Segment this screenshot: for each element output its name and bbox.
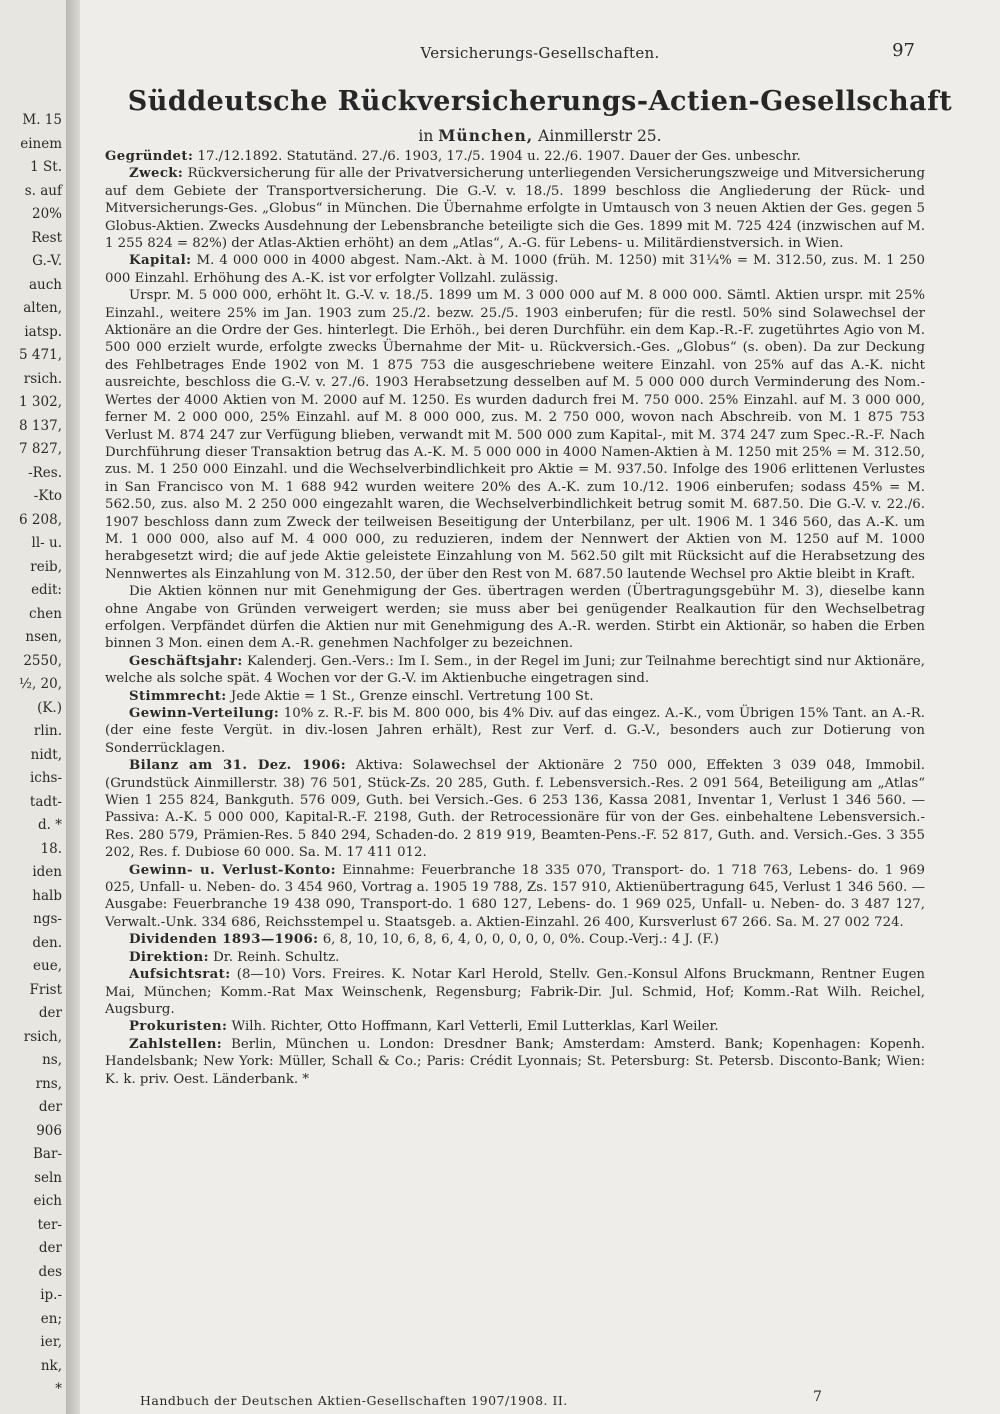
margin-fragment: s. auf [24,182,62,199]
section-text: Dr. Reinh. Schultz. [213,949,340,965]
margin-fragment: nidt, [30,746,62,763]
margin-fragment: seln [34,1169,62,1186]
section-proxies [105,1018,925,1035]
margin-fragment: 906 [36,1122,62,1139]
section-profit-loss [105,862,925,932]
section-label: Direktion: [129,949,209,965]
entry-body [105,148,925,1088]
section-label: Gewinn- u. Verlust-Konto: [129,862,336,878]
margin-fragment: -Res. [28,464,62,481]
margin-fragment: rsich. [23,370,62,387]
margin-fragment: ns, [42,1052,62,1069]
section-capital-history [105,287,925,583]
section-paying-agents [105,1036,925,1088]
margin-fragment: ½, 20, [18,676,62,693]
margin-fragment: auch [29,276,62,293]
section-label: Kapital: [129,253,192,269]
section-dividends [105,931,925,948]
margin-fragment: iden [32,864,62,881]
section-text: Einnahme: Feuerbranche 18 335 070, Transport- do. 1 718 763, Lebens- do. 1 969 025, Unfall- u. Neben- do. 3 454 960, Vortrag a. 1905 19 788, Zs. 157 910, Aktienübertragung 645, Verlust 1 346 560. — Ausgabe: Feuerbranche 19 438 090, Transport-do. 1 680 127, Lebens- do. 1 969 025, Unfall- u. Neben- do. 3 487 127, Verwalt.-Unk. 334 686, Reichsstempel u. Staatsgeb. a. Aktien-Einzahl. 26 400, Kursverlust 67 266. Sa. M. 27 002 724. [105,862,925,930]
section-balance-sheet [105,757,925,861]
margin-fragment: ichs- [29,770,62,787]
margin-fragment: iatsp. [24,323,62,340]
city: München, [438,126,534,145]
section-label: Dividenden 1893—1906: [129,932,319,948]
section-label: Gewinn-Verteilung: [129,706,280,721]
section-founded [105,148,925,165]
margin-fragment: ip.- [40,1287,62,1304]
margin-fragment: eue, [33,958,62,975]
margin-fragment: 20% [31,206,62,223]
address: Ainmillerstr 25. [538,127,662,145]
margin-fragment: ier, [40,1334,62,1351]
section-text: 6, 8, 10, 10, 6, 8, 6, 4, 0, 0, 0, 0, 0, 0%. Coup.-Verj.: 4 J. (F.) [322,932,719,948]
margin-fragment: einem [20,135,62,152]
margin-fragment: 7 827, [19,441,62,458]
section-supervisory-board [105,966,925,1018]
margin-fragment: chen [29,605,62,622]
margin-fragment: 1 302, [19,394,62,411]
margin-fragment: 5 471, [19,347,62,364]
previous-page-margin [0,0,67,1414]
margin-fragment: nk, [40,1357,62,1374]
margin-fragment: edit: [31,582,62,599]
margin-fragment: rsich, [23,1028,62,1045]
section-text: Urspr. M. 5 000 000, erhöht lt. G.-V. v. 18./5. 1899 um M. 3 000 000 auf M. 8 000 000. Sämtl. Aktien urspr. mit 25% Einzahl., weitere 25% im Jan. 1903 zum 25./2. bezw. 25./5. 1903 einberufen; für die restl. 50% sind Solawechsel der Aktionäre an die Ordre der Ges. hinterlegt. Die Erhöh., bei deren Durchführ. ein dem Kap.-R.-F. zugetührtes Agio von M. 500 000 erzielt wurde, erfolgte zwecks Übernahme der Mit- u. Rückversich.-Ges. „Globus“ (s. oben). Da zur Deckung des Fehlbetrages Ende 1902 von M. 1 875 753 die ausgeschriebene weitere Einzahl. von 25% auf das A.-K. nicht ausreichte, beschloss die G.-V. v. 27./6. 1903 Herabsetzung desselben auf M. 5 000 000 durch Verminderung des Nom.-Wertes der 4000 Aktien von M. 2000 auf M. 1250. Es wurden dadurch frei M. 750 000. 25% Einzahl. auf M. 3 000 000, ferner M. 2 000 000, 25% Einzahl. auf M. 8 000 000, zus. M. 2 750 000, wovon nach Abschreib. von M. 1 875 753 Verlust M. 874 247 zur Verfügung blieben, verwandt mit M. 500 000 zum Kapital-, mit M. 374 247 zum Spec.-R.-F. Nach Durchführung dieser Transaktion betrug das A.-K. M. 5 000 000 in 4000 Namen-Aktien à M. 1250 mit 25% = M. 312.50, zus. M. 1 250 000 Einzahl. und die Wechselverbindlichkeit pro Aktie = M. 937.50. Infolge des 1906 erlittenen Verlustes in San Francisco von M. 1 688 942 wurden weitere 20% des A.-K. zum 10./12. 1906 einberufen; sodass 45% = M. 562.50, zus. also M. 2 250 000 eingezahlt waren, die Wechselverbindlichkeit betrug somit M. 687.50. Die G.-V. v. 22./6. 1907 beschloss dann zum Zweck der teilweisen Beseitigung der Unterbilanz, per ult. 1906 M. 1 346 560, das A.-K. um M. 1 000 000, also auf M. 4 000 000, zu reduzieren, indem der Nennwert der Aktien von M. 1250 auf M. 1000 herabgesetzt wird; die auf jede Aktie geleistete Einzahlung von M. 562.50 gilt mit Rücksicht auf die Herabsetzung des Nennwertes als Einzahlung von M. 312.50, der über den Rest von M. 687.50 lautende Wechsel pro Aktie bleibt in Kraft. [105,288,925,582]
margin-fragment: alten, [23,300,62,317]
margin-fragment: eich [33,1193,62,1210]
margin-fragment: nsen, [25,629,62,646]
section-fiscal-year [105,653,925,688]
margin-fragment: 2550, [23,652,62,669]
section-label: Zahlstellen: [129,1036,223,1052]
margin-fragment: rns, [35,1075,62,1092]
section-voting-rights [105,688,925,705]
sheet-number: 7 [813,1389,822,1405]
section-label: Zweck: [129,166,184,182]
section-profit-distribution [105,705,925,757]
section-management [105,949,925,966]
page-number: 97 [892,40,915,61]
margin-fragment: Bar- [33,1146,62,1163]
section-label: Geschäftsjahr: [129,653,243,669]
margin-fragment: ter- [37,1216,62,1233]
margin-fragment: tadt- [29,793,62,810]
document-page [80,0,1000,1414]
margin-fragment: der [38,1005,62,1022]
margin-fragment: 18. [40,840,62,857]
section-text: Rückversicherung für alle der Privatversicherung unterliegenden Versicherungszweige und Mitversicherung auf dem Gebiete der Transportversicherung. Die G.-V. v. 18./5. 1899 beschloss die Angliederung der Rück- und Mitversicherungs-Ges. „Globus“ in München. Die Übernahme erfolgte in Umtausch von 3 neuen Aktien der Ges. gegen 5 Globus-Aktien. Zwecks Ausdehnung der Lebensbranche beteiligte sich die Ges. 1899 mit M. 725 424 (inzwischen auf M. 1 255 824 = 82%) der Atlas-Aktien erhöht) an dem „Atlas“, A.-G. für Lebens- u. Militärdienstversich. in Wien. [105,166,925,252]
section-text: Wilh. Richter, Otto Hoffmann, Karl Vetterli, Emil Lutterklas, Karl Weiler. [231,1019,719,1035]
margin-fragment: * [55,1381,62,1398]
margin-fragment: (K.) [37,699,62,716]
margin-fragment: G.-V. [32,253,62,270]
section-text: M. 4 000 000 in 4000 abgest. Nam.-Akt. à M. 1000 (früh. M. 1250) mit 31¼% = M. 312.50, zus. M. 1 250 000 Einzahl. Erhöhung des A.-K. ist vor erfolgter Vollzahl. zulässig. [105,253,925,286]
margin-fragment: rlin. [33,723,62,740]
margin-fragment: den. [32,934,62,951]
section-label: Stimmrecht: [129,688,227,704]
margin-fragment: 8 137, [19,417,62,434]
section-text: Berlin, München u. London: Dresdner Bank; Amsterdam: Amsterd. Bank; Kopenhagen: Kopenh. Handelsbank; New York: Müller, Schall & Co.; Paris: Crédit Lyonnais; St. Petersburg: St. Petersb. Disconto-Bank; Wien: K. k. priv. Oest. Länderbank. * [105,1036,926,1087]
margin-fragment: d. * [38,817,62,834]
section-text: Aktiva: Solawechsel der Aktionäre 2 750 000, Effekten 3 039 048, Immobil. (Grundstück Ainmillerstr. 38) 76 501, Stück-Zs. 20 285, Guth. f. Lebensversich.-Res. 2 091 564, Beteiligung am „Atlas“ Wien 1 255 824, Bankguth. 576 009, Guth. bei Versich.-Ges. 6 253 136, Kassa 2081, Inventar 1, Verlust 1 346 560. — Passiva: A.-K. 5 000 000, Kapital-R.-F. 2198, Guth. der Retrocessionäre für von der Ges. einbehaltene Lebensversich.-Res. 280 579, Prämien-Res. 5 840 294, Schaden-do. 2 819 919, Beamten-Pens.-F. 52 817, Guth. and. Versich.-Ges. 3 355 202, Res. f. Dubiose 60 000. Sa. M. 17 411 012. [105,758,925,861]
margin-fragment: des [38,1263,62,1280]
section-text: 10% z. R.-F. bis M. 800 000, bis 4% Div. auf das eingez. A.-K., vom Übrigen 15% Tant. an A.-R. (der eine feste Vergüt. in div.-losen Jahren erhält), Rest zur Verf. d. G.-V., besonders auch zur Dotierung von Sonderrücklagen. [105,706,925,756]
margin-fragment: M. 15 [22,112,62,128]
section-text: Jede Aktie = 1 St., Grenze einschl. Vertretung 100 St. [230,688,594,704]
margin-fragment: reib, [30,558,62,575]
margin-fragment: Frist [29,981,62,998]
margin-fragment: der [38,1099,62,1116]
section-text: Kalenderj. Gen.-Vers.: Im I. Sem., in der Regel im Juni; zur Teilnahme berechtigt sind nur Aktionäre, welche als solche spät. 4 Wochen vor der G.-V. im Aktienbuche eingetragen sind. [105,653,925,687]
section-text: (8—10) Vors. Freires. K. Notar Karl Herold, Stellv. Gen.-Konsul Alfons Bruckmann, Rentner Eugen Mai, München; Komm.-Rat Max Weinschenk, Regensburg; Fabrik-Dir. Jul. Schmid, Hof; Komm.-Rat Wilh. Reichel, Augsburg. [105,967,925,1017]
section-purpose [105,165,925,252]
margin-fragment: en; [40,1310,62,1327]
margin-fragment: -Kto [33,488,62,505]
running-head: Versicherungs-Gesellschaften. [420,44,660,62]
margin-fragment: Rest [31,229,62,246]
page-footer: Handbuch der Deutschen Aktien-Gesellschaften 1907/1908. II. [140,1393,568,1408]
company-title: Süddeutsche Rückversicherungs-Actien-Gesellschaft [127,86,953,117]
section-label: Gegründet: [105,149,194,164]
margin-fragment: ll- u. [31,535,62,552]
margin-fragment: halb [32,887,62,904]
section-share-transfer [105,583,925,653]
book-gutter [66,0,80,1414]
section-label: Aufsichtsrat: [129,967,231,983]
section-label: Bilanz am 31. Dez. 1906: [129,758,346,774]
section-label: Prokuristen: [129,1019,228,1035]
location-prefix: in [418,127,434,145]
section-text: Die Aktien können nur mit Genehmigung der Ges. übertragen werden (Übertragungsgebühr M. 3), dieselbe kann ohne Angabe von Gründen verweigert werden; sie muss aber bei genügender Realkaution für den Wechselbetrag erfolgen. Verpfändet dürfen die Aktien nur mit Genehmigung des A.-R. werden. Stirbt ein Aktionär, so haben die Erben binnen 3 Mon. einen dem A.-R. genehmen Nachfolger zu bezeichnen. [105,584,925,652]
section-text: 17./12.1892. Statutänd. 27./6. 1903, 17./5. 1904 u. 22./6. 1907. Dauer der Ges. unbeschr. [197,149,801,164]
section-capital [105,252,925,287]
margin-fragment: ngs- [33,911,62,928]
margin-fragment: der [38,1240,62,1257]
margin-fragment: 1 St. [30,159,62,176]
company-location [80,126,1000,145]
margin-fragment: 6 208, [19,511,62,528]
